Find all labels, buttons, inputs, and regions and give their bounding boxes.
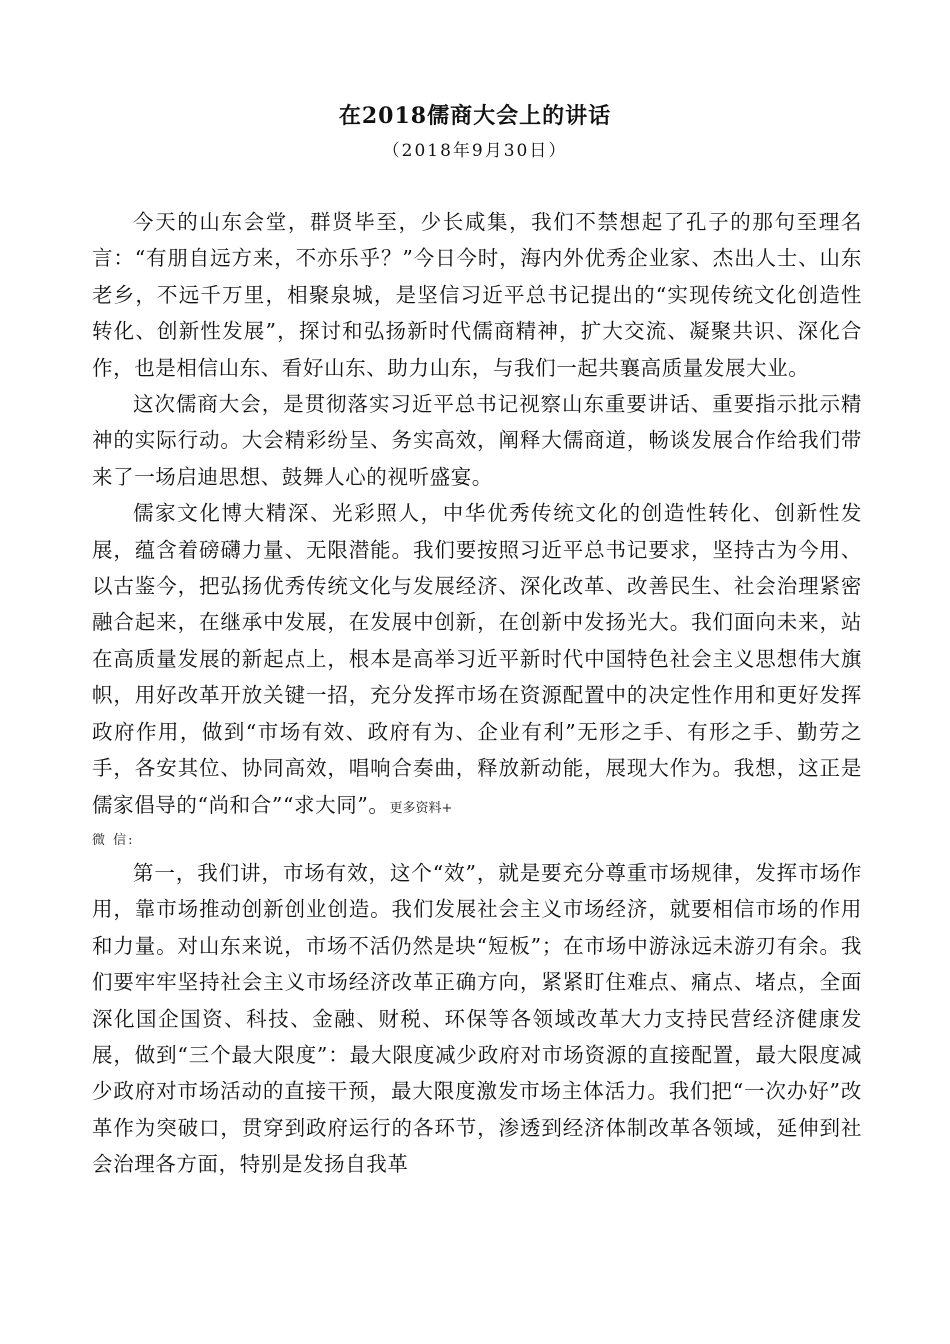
paragraph-4: 第一，我们讲，市场有效，这个“效”，就是要充分尊重市场规律，发挥市场作用，靠市场推动创新创业创造。我们发展社会主义市场经济，就要相信市场的作用和力量。对山东来说，市场不活仍然是块“短板”；在市场中游泳远未游刃有余。我们要牢牢坚持社会主义市场经济改革正确方向，紧紧盯住难点、痛点、堵点，全面深化国企国资、科技、金融、财税、环保等各领域改革大力支持民营经济健康发展，做到“三个最大限度”：最大限度减少政府对市场资源的直接配置，最大限度减少政府对市场活动的直接干预，最大限度激发市场主体活力。我们把“一次办好”改革作为突破口，贯穿到政府运行的各环节，渗透到经济体制改革各领域，延伸到社会治理各方面，特别是发扬自我革 (92, 860, 862, 1177)
document-title: 在2018儒商大会上的讲话 (338, 103, 612, 129)
document-body (92, 204, 862, 1183)
document-date: （2018年9月30日） (382, 141, 568, 161)
paragraph-3 (92, 495, 862, 827)
wechat-note: 微 信: (92, 832, 135, 848)
more-info-note: 更多资料+ (389, 800, 453, 816)
paragraph-2: 这次儒商大会，是贯彻落实习近平总书记视察山东重要讲话、重要指示批示精神的实际行动。大会精彩纷呈、务实高效，阐释大儒商道，畅谈发展合作给我们带来了一场启迪思想、鼓舞人心的视听盛宴。 (92, 392, 862, 489)
paragraph-1: 今天的山东会堂，群贤毕至，少长咸集，我们不禁想起了孔子的那句至理名言：“有朋自远方来，不亦乐乎？”今日今时，海内外优秀企业家、杰出人士、山东老乡，不远千万里，相聚泉城，是坚信习近平总书记提出的“实现传统文化创造性转化、创新性发展”，探讨和弘扬新时代儒商精神，扩大交流、凝聚共识、深化合作，也是相信山东、看好山东、助力山东，与我们一起共襄高质量发展大业。 (92, 210, 862, 380)
paragraph-3-text: 儒家文化博大精深、光彩照人，中华优秀传统文化的创造性转化、创新性发展，蕴含着磅礴力量、无限潜能。我们要按照习近平总书记要求，坚持古为今用、以古鉴今，把弘扬优秀传统文化与发展经济、深化改革、改善民生、社会治理紧密融合起来，在继承中发展，在发展中创新，在创新中发扬光大。我们面向未来，站在高质量发展的新起点上，根本是高举习近平新时代中国特色社会主义思想伟大旗帜，用好改革开放关键一招，充分发挥市场在资源配置中的决定性作用和更好发挥政府作用，做到“市场有效、政府有为、企业有利”无形之手、有形之手、勤劳之手，各安其位、协同高效，唱响合奏曲，释放新动能，展现大作为。我想，这正是儒家倡导的“尚和合”“求大同”。 (92, 501, 862, 817)
